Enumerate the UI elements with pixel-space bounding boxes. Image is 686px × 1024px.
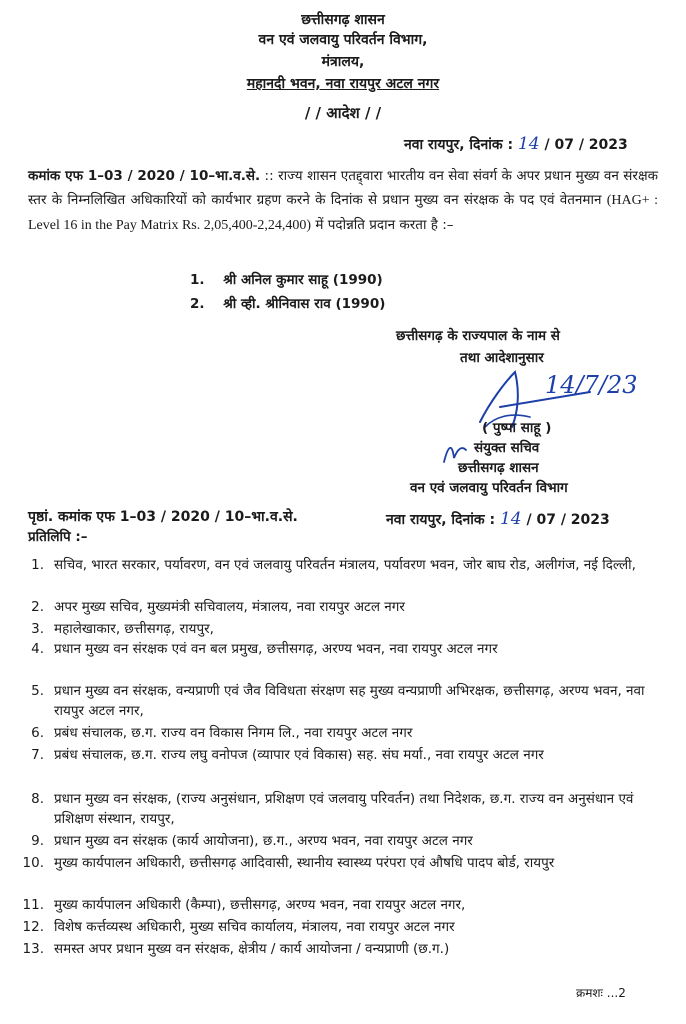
- endorsement-date-day-handwritten: 14: [499, 509, 522, 529]
- signatory-department: वन एवं जलवायु परिवर्तन विभाग: [410, 480, 568, 496]
- copy-item-num: 10.: [22, 855, 44, 871]
- copy-item-num: 13.: [22, 941, 44, 957]
- signature-date-handwritten: 14/7/23: [545, 371, 638, 399]
- endorsement-reference: पृष्ठां. कमांक एफ 1–03 / 2020 / 10–भा.व.से.: [28, 509, 298, 525]
- endorsement-date-rest: / 07 / 2023: [526, 512, 610, 528]
- copy-item-num: 3.: [31, 621, 44, 637]
- copy-item-num: 2.: [31, 599, 44, 615]
- copy-item-num: 11.: [22, 897, 44, 913]
- continued-marker: क्रमशः ...2: [576, 986, 626, 1000]
- order-date-label: नवा रायपुर, दिनांक :: [404, 137, 514, 153]
- order-date-day-handwritten: 14: [517, 134, 540, 154]
- copy-item-text: प्रधान मुख्य वन संरक्षक, (राज्य अनुसंधान, प्रशिक्षण एवं जलवायु परिवर्तन) तथा निदेशक, छ.ग. राज्य वन अनुसंधान एवं प्रशिक्षण संस्थान, रायपुर,: [54, 791, 634, 827]
- endorsement-date-label: नवा रायपुर, दिनांक :: [386, 512, 496, 528]
- officer-num: 1.: [190, 272, 205, 288]
- copy-item-text: सचिव, भारत सरकार, पर्यावरण, वन एवं जलवायु परिवर्तन मंत्रालय, पर्यावरण भवन, जोर बाघ रोड, अलीगंज, नई दिल्ली,: [54, 557, 636, 573]
- copy-item-num: 12.: [22, 919, 44, 935]
- copy-item-num: 6.: [31, 725, 44, 741]
- copy-to-label: प्रतिलिपि :–: [28, 529, 88, 545]
- signatory-government: छत्तीसगढ़ शासन: [458, 460, 539, 476]
- officer-item-1: [190, 272, 383, 289]
- officer-num: 2.: [190, 296, 205, 312]
- copy-item-text: मुख्य कार्यपालन अधिकारी (कैम्पा), छत्तीसगढ़, अरण्य भवन, नवा रायपुर अटल नगर,: [54, 897, 466, 913]
- header-department: वन एवं जलवायु परिवर्तन विभाग,: [258, 32, 428, 48]
- header-ministry: मंत्रालय,: [321, 54, 365, 70]
- authority-line-2: तथा आदेशानुसार: [460, 350, 544, 366]
- copy-item-text: प्रबंध संचालक, छ.ग. राज्य वन विकास निगम लि., नवा रायपुर अटल नगर: [54, 725, 413, 741]
- copy-item-text: अपर मुख्य सचिव, मुख्यमंत्री सचिवालय, मंत्रालय, नवा रायपुर अटल नगर: [54, 599, 405, 615]
- copy-item-num: 9.: [31, 833, 44, 849]
- authority-line: छत्तीसगढ़ के राज्यपाल के नाम से: [396, 328, 560, 344]
- copy-item: [20, 555, 660, 595]
- officer-item-2: [190, 296, 385, 313]
- copy-item-num: 7.: [31, 747, 44, 763]
- copy-item-num: 5.: [31, 683, 44, 699]
- copy-item-num: 4.: [31, 641, 44, 657]
- copy-item-num: 8.: [31, 791, 44, 807]
- order-paragraph: [28, 164, 658, 238]
- copy-item-text: प्रधान मुख्य वन संरक्षक (कार्य आयोजना), छ.ग., अरण्य भवन, नवा रायपुर अटल नगर: [54, 833, 473, 849]
- signatory-name: ( पुष्पा साहू ): [482, 420, 552, 436]
- order-reference: कमांक एफ 1–03 / 2020 / 10–भा.व.से.: [28, 168, 261, 184]
- order-text-1: :: राज्य शासन एतद्द्वारा भारतीय वन सेवा संवर्ग के अपर प्रधान मुख्य वन संरक्षक स्तर के निम्नलिखित अधिकारियों को कार्यभार ग्रहण करने के दिनांक से प्रधान मुख्य वन संरक्षक के पद एवं वेतनमान: [28, 168, 658, 208]
- officer-name: श्री व्ही. श्रीनिवास राव (1990): [223, 296, 386, 312]
- endorsement-date: [386, 509, 610, 530]
- copy-item-text: प्रधान मुख्य वन संरक्षक, वन्यप्राणी एवं जैव विविधता संरक्षण सह मुख्य वन्यप्राणी अभिरक्षक, छत्तीसगढ़, अरण्य भवन, नवा रायपुर अटल नगर,: [54, 683, 645, 719]
- copy-item-text: प्रबंध संचालक, छ.ग. राज्य लघु वनोपज (व्यापार एवं विकास) सह. संघ मर्या., नवा रायपुर अटल नगर: [54, 747, 544, 763]
- order-date-rest: / 07 / 2023: [544, 137, 628, 153]
- header-address: महानदी भवन, नवा रायपुर अटल नगर: [246, 76, 440, 92]
- header-government: छत्तीसगढ़ शासन: [301, 12, 385, 28]
- order-title: / / आदेश / /: [304, 104, 382, 122]
- order-date: [404, 134, 628, 155]
- copy-item-text: समस्त अपर प्रधान मुख्य वन संरक्षक, क्षेत्रीय / कार्य आयोजना / वन्यप्राणी (छ.ग.): [54, 941, 450, 957]
- signatory-designation: संयुक्त सचिव: [474, 440, 540, 456]
- order-pay-scale: (HAG+ : Level 16 in the Pay Matrix Rs. 2,05,400-2,24,400): [28, 193, 659, 233]
- copy-item-text: महालेखाकार, छत्तीसगढ़, रायपुर,: [54, 621, 214, 637]
- copy-item-text: विशेष कर्त्तव्यस्थ अधिकारी, मुख्य सचिव कार्यालय, मंत्रालय, नवा रायपुर अटल नगर: [54, 919, 455, 935]
- copy-item-text: मुख्य कार्यपालन अधिकारी, छत्तीसगढ़ आदिवासी, स्थानीय स्वास्थ्य परंपरा एवं औषधि पादप बोर्ड, रायपुर: [54, 855, 555, 871]
- officer-name: श्री अनिल कुमार साहू (1990): [223, 272, 383, 288]
- order-text-2: में पदोन्नति प्रदान करता है :–: [315, 217, 454, 233]
- copy-item-num: 1.: [31, 557, 44, 573]
- copy-item-text: प्रधान मुख्य वन संरक्षक एवं वन बल प्रमुख, छत्तीसगढ़, अरण्य भवन, नवा रायपुर अटल नगर: [54, 641, 498, 657]
